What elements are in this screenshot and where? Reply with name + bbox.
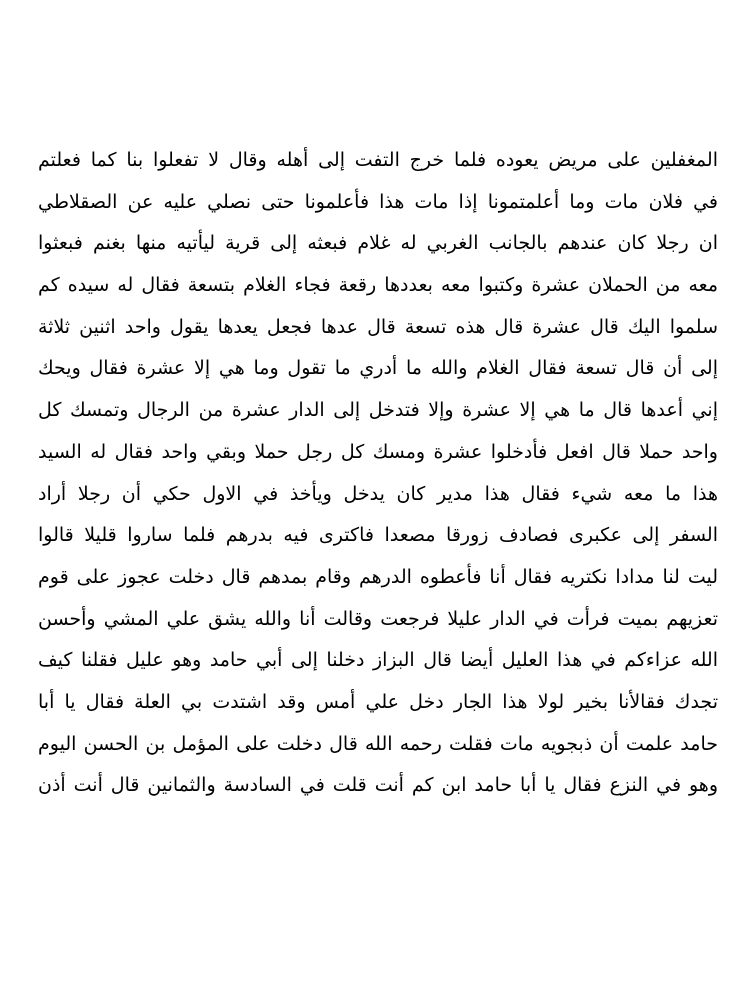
text-line: تعزيهم بميت فرأت في الدار عليلا فرجعت وقالت أنا والله يشق علي المشي وأحسن [38, 607, 718, 630]
text-line: ان رجلا كان عندهم بالجانب الغربي له غلام فبعثه إلى قرية ليأتيه منها بغنم فبعثوا [38, 232, 718, 255]
text-line: حامد علمت أن ذبجويه مات فقلت رحمه الله قال دخلت على المؤمل بن الحسن اليوم [38, 732, 718, 755]
text-line: السفر إلى عكبرى فصادف زورقا مصعدا فاكترى فيه بدرهم فلما ساروا قليلا قالوا [38, 524, 718, 547]
text-line: وهو في النزع فقال يا أبا حامد ابن كم أنت قلت في السادسة والثمانين قال أنت أذن [38, 774, 718, 797]
text-line: إني أعدها قال ما هي إلا عشرة وإلا فتدخل إلى الدار عشرة من الرجال وتمسك كل [38, 399, 718, 422]
text-line: سلموا اليك قال عشرة قال هذه تسعة قال عدها فجعل يعدها يقول واحد اثنين ثلاثة [38, 315, 718, 338]
text-line: هذا ما معه شيء فقال هذا مدير كان يدخل ويأخذ في الاول حكي أن رجلا أراد [38, 482, 718, 505]
text-line: تجدك فقالأنا بخير لولا هذا الجار دخل علي أمس وقد اشتدت بي العلة فقال يا أبا [38, 690, 718, 713]
text-line: الله عزاءكم في هذا العليل أيضا قال البزاز دخلنا إلى أبي حامد وهو عليل فقلنا كيف [38, 649, 718, 672]
text-line: المغفلين على مريض يعوده فلما خرج التفت إلى أهله وقال لا تفعلوا بنا كما فعلتم [38, 149, 718, 171]
text-line: ليت لنا مدادا نكتريه فقال أنا فأعطوه الدرهم وقام بمدهم قال دخلت عجوز على قوم [38, 565, 718, 588]
text-line: في فلان مات وما أعلمتمونا إذا مات هذا فأعلمونا حتى نصلي عليه عن الصقلاطي [38, 190, 718, 213]
body-text [38, 140, 718, 807]
text-line: إلى أن قال تسعة فقال الغلام والله ما أدري ما تقول وما هي إلا عشرة فقال ويحك [38, 357, 718, 380]
text-line: واحد حملا قال افعل فأدخلوا عشرة ومسك كل رجل حملا وبقي واحد فقال له السيد [38, 440, 718, 463]
text-line: معه من الحملان عشرة وكتبوا معه بعددها رقعة فجاء الغلام بتسعة فقال له سيده كم [38, 274, 718, 297]
